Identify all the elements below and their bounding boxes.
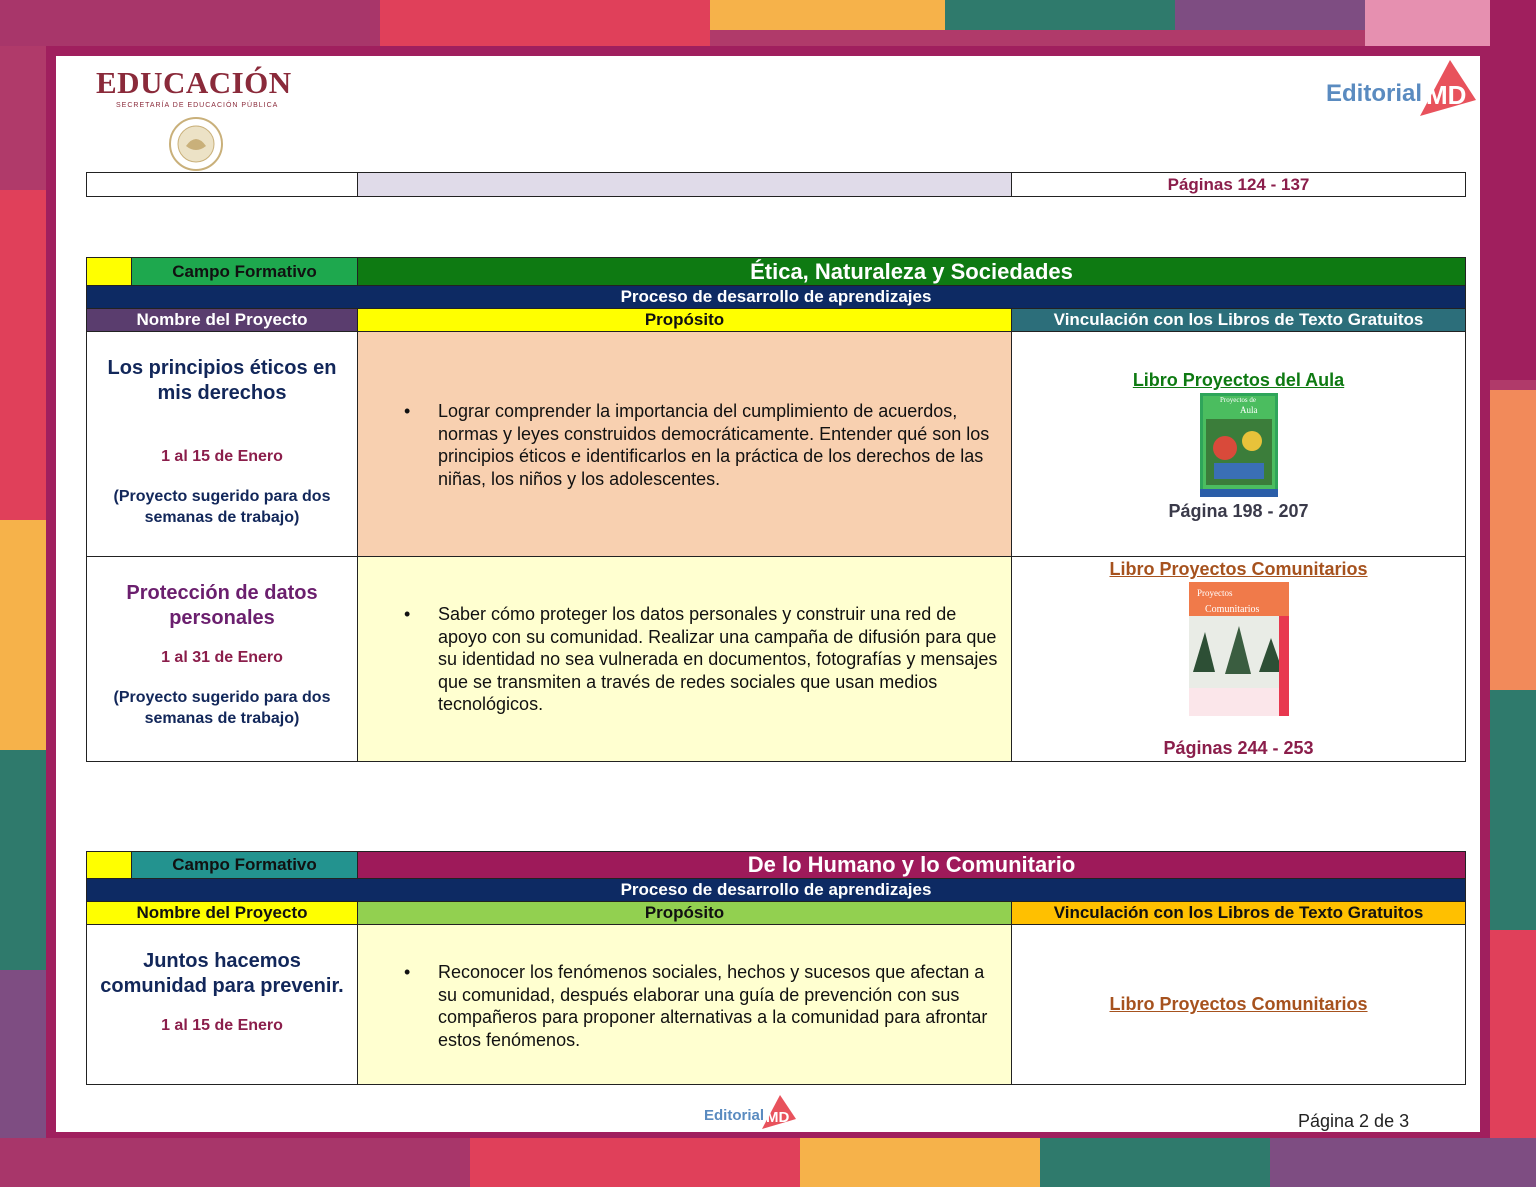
col-proposito: Propósito — [358, 902, 1012, 925]
bg-block — [470, 1138, 800, 1187]
bg-block — [0, 750, 46, 970]
col-vinculacion: Vinculación con los Libros de Texto Gratuitos — [1012, 309, 1466, 332]
book-cell — [1012, 557, 1466, 762]
book-cell — [1012, 925, 1466, 1085]
project-date: 1 al 31 de Enero — [161, 649, 283, 666]
bg-block — [1490, 0, 1536, 380]
purpose-text — [358, 603, 1011, 716]
purpose-body: Lograr comprender la importancia del cumplimiento de acuerdos, normas y leyes construidos democráticamente. Entender qué son los principios éticos e identificarlos en la práctica de los derechos de las niñas, los niños y los adolescentes. — [438, 401, 990, 489]
purpose-text — [358, 961, 1011, 1051]
bg-block — [1040, 1138, 1270, 1187]
col-vinculacion: Vinculación con los Libros de Texto Gratuitos — [1012, 902, 1466, 925]
logo-subtitle: SECRETARÍA DE EDUCACIÓN PÚBLICA — [116, 102, 279, 109]
md-logo-icon — [760, 1095, 796, 1131]
brand-text: Editorial — [1326, 80, 1423, 107]
bullet-icon: • — [404, 962, 411, 982]
purpose-cell — [358, 925, 1012, 1085]
bg-block — [1175, 0, 1365, 30]
project-note: (Proyecto sugerido para dos semanas de trabajo) — [113, 488, 331, 526]
col-proposito: Propósito — [358, 309, 1012, 332]
cover-title: Proyectos de — [1219, 396, 1256, 404]
col-nombre: Nombre del Proyecto — [87, 902, 358, 925]
bg-block — [0, 1138, 470, 1187]
bg-block — [710, 0, 945, 30]
yellow-marker — [87, 852, 132, 879]
section1-table — [86, 257, 1466, 762]
purpose-body: Reconocer los fenómenos sociales, hechos y sucesos que afectan a su comunidad, después elaborar una guía de prevención con sus compañeros para proponer alternativas a la comunidad para afrontar estos fenómenos. — [438, 962, 988, 1050]
project-name: Los principios éticos en mis derechos — [107, 357, 337, 404]
book-cell — [1012, 332, 1466, 557]
bg-block — [0, 0, 380, 46]
project-cell — [87, 332, 358, 557]
project-cell — [87, 925, 358, 1085]
book-link[interactable]: Libro Proyectos del Aula — [1132, 370, 1345, 390]
campo-label: Campo Formativo — [132, 258, 358, 286]
campo-title: De lo Humano y lo Comunitario — [358, 852, 1466, 879]
bg-block — [0, 190, 46, 520]
page-number: Página 2 de 3 — [1298, 1111, 1410, 1131]
table-row — [87, 557, 1466, 762]
purpose-body: Saber cómo proteger los datos personales y construir una red de apoyo con su comunidad. Realizar una campaña de difusión para que su identidad no sea vulnerada en documentos, fotografías y mensajes que se transmiten a través de redes sociales que usan medios tecnológicos. — [438, 604, 998, 714]
project-name: Protección de datos personales — [126, 582, 318, 629]
logo-word: EDUCACIÓN — [96, 65, 292, 100]
editorial-md-logo — [1326, 60, 1476, 120]
project-name: Juntos hacemos comunidad para prevenir. — [100, 950, 344, 997]
pages-label: Páginas 124 - 137 — [1012, 173, 1466, 197]
process-header: Proceso de desarrollo de aprendizajes — [87, 879, 1466, 902]
bg-block — [380, 0, 710, 46]
cover-sub: Comunitarios — [1204, 604, 1259, 615]
md-logo-icon — [1416, 60, 1478, 120]
book-cover-comunitarios-icon — [1185, 582, 1293, 716]
project-date: 1 al 15 de Enero — [161, 1017, 283, 1034]
section2-table — [86, 851, 1466, 1085]
bg-block — [1490, 690, 1536, 930]
book-cover-aula-icon — [1200, 393, 1278, 497]
brand-text: Editorial — [704, 1107, 765, 1124]
project-date: 1 al 15 de Enero — [161, 448, 283, 465]
cover-sub: Aula — [1239, 405, 1257, 415]
bg-block — [1490, 390, 1536, 690]
table-row — [87, 332, 1466, 557]
editorial-md-footer-logo — [704, 1095, 804, 1131]
project-note: (Proyecto sugerido para dos semanas de trabajo) — [113, 689, 331, 727]
bullet-icon: • — [404, 604, 411, 624]
brand-mark: MD — [1426, 80, 1467, 110]
bg-block — [800, 1138, 1040, 1187]
purpose-cell — [358, 557, 1012, 762]
table-row — [87, 925, 1466, 1085]
brand-mark: MD — [766, 1109, 790, 1126]
book-pages: Página 198 - 207 — [1168, 501, 1309, 521]
national-seal-icon — [168, 116, 224, 172]
bg-block — [945, 0, 1175, 30]
process-header: Proceso de desarrollo de aprendizajes — [87, 286, 1466, 309]
empty-cell — [87, 173, 358, 197]
empty-shaded-cell — [358, 173, 1012, 197]
yellow-marker — [87, 258, 132, 286]
book-link[interactable]: Libro Proyectos Comunitarios — [1109, 994, 1368, 1014]
bg-block — [1270, 1138, 1536, 1187]
purpose-text — [358, 400, 1011, 490]
book-pages: Páginas 244 - 253 — [1163, 738, 1314, 758]
campo-label: Campo Formativo — [132, 852, 358, 879]
book-link[interactable]: Libro Proyectos Comunitarios — [1109, 559, 1368, 579]
cover-title: Proyectos — [1196, 588, 1232, 598]
project-cell — [87, 557, 358, 762]
sep-logo — [96, 66, 306, 109]
bullet-icon: • — [404, 401, 411, 421]
top-continuation-table — [86, 172, 1466, 197]
campo-title: Ética, Naturaleza y Sociedades — [358, 258, 1466, 286]
col-nombre: Nombre del Proyecto — [87, 309, 358, 332]
purpose-cell — [358, 332, 1012, 557]
bg-block — [0, 520, 46, 750]
